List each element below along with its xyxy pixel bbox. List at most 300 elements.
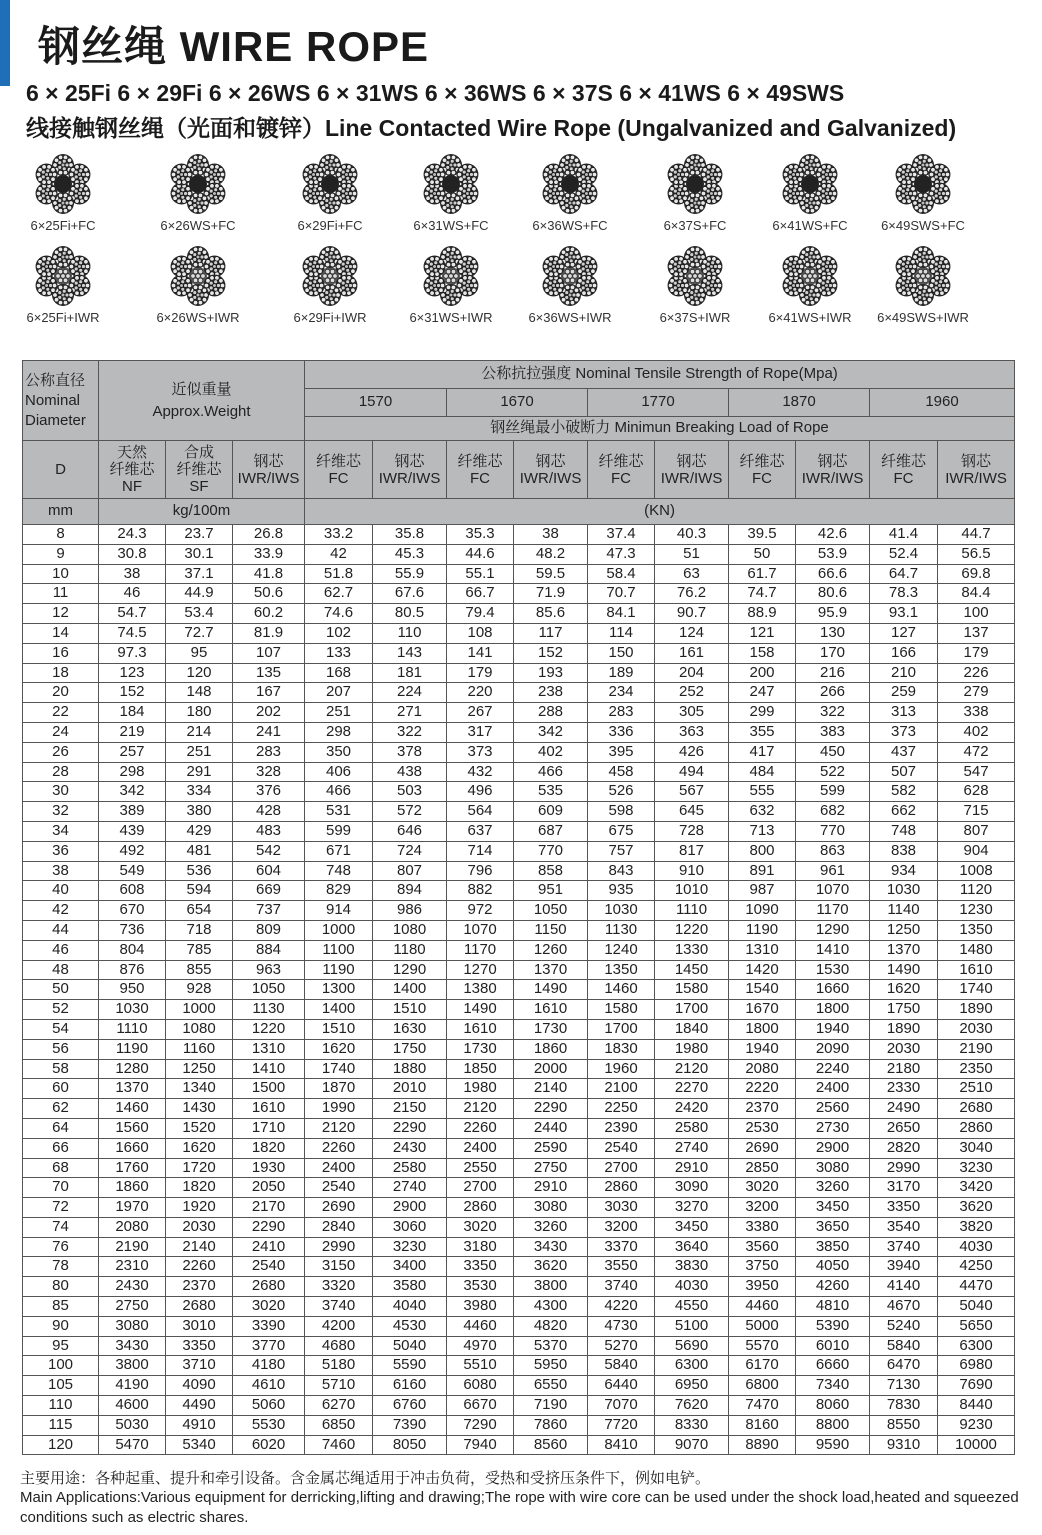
- value-cell: 120: [166, 663, 233, 683]
- value-cell: 8890: [729, 1435, 796, 1455]
- table-row: [23, 1019, 1015, 1039]
- value-cell: 3710: [166, 1356, 233, 1376]
- value-cell: 166: [870, 643, 938, 663]
- value-cell: 44.7: [938, 525, 1015, 545]
- value-cell: 2990: [305, 1237, 373, 1257]
- value-cell: 216: [796, 663, 870, 683]
- rope-cross-section-fc: [755, 152, 865, 233]
- value-cell: 102: [305, 623, 373, 643]
- value-cell: 41.8: [233, 564, 305, 584]
- value-cell: 2400: [305, 1158, 373, 1178]
- rope-cross-section-fc: [640, 152, 750, 233]
- value-cell: 1500: [233, 1079, 305, 1099]
- value-cell: 437: [870, 742, 938, 762]
- value-cell: 1720: [166, 1158, 233, 1178]
- diameter-cell: 18: [23, 663, 99, 683]
- value-cell: 961: [796, 861, 870, 881]
- value-cell: 6300: [938, 1336, 1015, 1356]
- rope-section-icon: [891, 244, 955, 308]
- diameter-cell: 80: [23, 1277, 99, 1297]
- value-cell: 3350: [870, 1198, 938, 1218]
- value-cell: 3940: [870, 1257, 938, 1277]
- rope-cross-section-iwr: [8, 244, 118, 325]
- value-cell: 350: [305, 742, 373, 762]
- diameter-cell: 72: [23, 1198, 99, 1218]
- value-cell: 51: [655, 544, 729, 564]
- value-cell: 935: [588, 881, 655, 901]
- value-cell: 494: [655, 762, 729, 782]
- value-cell: 5040: [373, 1336, 447, 1356]
- value-cell: 3580: [373, 1277, 447, 1297]
- value-cell: 54.7: [99, 604, 166, 624]
- value-cell: 472: [938, 742, 1015, 762]
- value-cell: 193: [514, 663, 588, 683]
- diameter-cell: 42: [23, 901, 99, 921]
- value-cell: 1460: [99, 1099, 166, 1119]
- diameter-cell: 58: [23, 1059, 99, 1079]
- table-row: [23, 1079, 1015, 1099]
- value-cell: 170: [796, 643, 870, 663]
- diameter-cell: 78: [23, 1257, 99, 1277]
- rope-section-icon: [538, 152, 602, 216]
- value-cell: 2290: [373, 1118, 447, 1138]
- value-cell: 1610: [233, 1099, 305, 1119]
- header-tensile: 公称抗拉强度 Nominal Tensile Strength of Rope(Mpa): [305, 361, 1015, 389]
- table-row: [23, 1178, 1015, 1198]
- value-cell: 1230: [938, 901, 1015, 921]
- value-cell: 5950: [514, 1356, 588, 1376]
- header-fc: 纤维芯 FC: [305, 441, 373, 499]
- value-cell: 1940: [796, 1019, 870, 1039]
- value-cell: 637: [447, 821, 514, 841]
- value-cell: 682: [796, 802, 870, 822]
- value-cell: 204: [655, 663, 729, 683]
- rope-row-fc: [0, 152, 1042, 236]
- value-cell: 876: [99, 960, 166, 980]
- value-cell: 6980: [938, 1356, 1015, 1376]
- value-cell: 1030: [870, 881, 938, 901]
- value-cell: 4030: [655, 1277, 729, 1297]
- diameter-cell: 90: [23, 1316, 99, 1336]
- value-cell: 809: [233, 920, 305, 940]
- diameter-cell: 36: [23, 841, 99, 861]
- value-cell: 1660: [796, 980, 870, 1000]
- value-cell: 3040: [938, 1138, 1015, 1158]
- value-cell: 59.5: [514, 564, 588, 584]
- spec-table: [22, 360, 1015, 1455]
- value-cell: 1030: [588, 901, 655, 921]
- value-cell: 1580: [588, 1000, 655, 1020]
- table-row: [23, 762, 1015, 782]
- value-cell: 1610: [447, 1019, 514, 1039]
- value-cell: 2750: [514, 1158, 588, 1178]
- value-cell: 2290: [514, 1099, 588, 1119]
- table-row: [23, 1376, 1015, 1396]
- diameter-cell: 20: [23, 683, 99, 703]
- value-cell: 2730: [796, 1118, 870, 1138]
- table-row: [23, 841, 1015, 861]
- value-cell: 30.8: [99, 544, 166, 564]
- value-cell: 3420: [938, 1178, 1015, 1198]
- value-cell: 2910: [655, 1158, 729, 1178]
- value-cell: 3350: [166, 1336, 233, 1356]
- value-cell: 38: [514, 525, 588, 545]
- rope-cross-section-fc: [8, 152, 118, 233]
- value-cell: 807: [373, 861, 447, 881]
- table-row: [23, 1158, 1015, 1178]
- value-cell: 5270: [588, 1336, 655, 1356]
- value-cell: 50.6: [233, 584, 305, 604]
- rope-cross-section-iwr: [515, 244, 625, 325]
- value-cell: 56.5: [938, 544, 1015, 564]
- value-cell: 4250: [938, 1257, 1015, 1277]
- table-row: [23, 1336, 1015, 1356]
- value-cell: 858: [514, 861, 588, 881]
- value-cell: 24.3: [99, 525, 166, 545]
- value-cell: 363: [655, 722, 729, 742]
- value-cell: 1240: [588, 940, 655, 960]
- value-cell: 914: [305, 901, 373, 921]
- value-cell: 70.7: [588, 584, 655, 604]
- value-cell: 3080: [514, 1198, 588, 1218]
- rope-section-icon: [298, 244, 362, 308]
- value-cell: 675: [588, 821, 655, 841]
- value-cell: 305: [655, 703, 729, 723]
- table-row: [23, 544, 1015, 564]
- value-cell: 3650: [796, 1217, 870, 1237]
- value-cell: 5180: [305, 1356, 373, 1376]
- value-cell: 5840: [588, 1356, 655, 1376]
- value-cell: 33.2: [305, 525, 373, 545]
- value-cell: 2220: [729, 1079, 796, 1099]
- value-cell: 5390: [796, 1316, 870, 1336]
- grade-1870: 1870: [729, 389, 870, 417]
- value-cell: 64.7: [870, 564, 938, 584]
- value-cell: 737: [233, 901, 305, 921]
- value-cell: 1400: [305, 1000, 373, 1020]
- table-row: [23, 1435, 1015, 1455]
- value-cell: 1250: [166, 1059, 233, 1079]
- value-cell: 608: [99, 881, 166, 901]
- value-cell: 855: [166, 960, 233, 980]
- value-cell: 3640: [655, 1237, 729, 1257]
- diameter-cell: 22: [23, 703, 99, 723]
- value-cell: 42: [305, 544, 373, 564]
- value-cell: 37.4: [588, 525, 655, 545]
- header-nf: 天然 纤维芯 NF: [99, 441, 166, 499]
- value-cell: 402: [938, 722, 1015, 742]
- value-cell: 328: [233, 762, 305, 782]
- value-cell: 481: [166, 841, 233, 861]
- table-row: [23, 1039, 1015, 1059]
- value-cell: 71.9: [514, 584, 588, 604]
- value-cell: 252: [655, 683, 729, 703]
- value-cell: 2860: [588, 1178, 655, 1198]
- value-cell: 1560: [99, 1118, 166, 1138]
- value-cell: 1120: [938, 881, 1015, 901]
- value-cell: 1130: [233, 1000, 305, 1020]
- value-cell: 9590: [796, 1435, 870, 1455]
- value-cell: 7470: [729, 1396, 796, 1416]
- value-cell: 181: [373, 663, 447, 683]
- value-cell: 6670: [447, 1396, 514, 1416]
- table-row: [23, 980, 1015, 1000]
- value-cell: 594: [166, 881, 233, 901]
- value-cell: 61.7: [729, 564, 796, 584]
- value-cell: 33.9: [233, 544, 305, 564]
- value-cell: 714: [447, 841, 514, 861]
- value-cell: 542: [233, 841, 305, 861]
- value-cell: 3750: [729, 1257, 796, 1277]
- value-cell: 45.3: [373, 544, 447, 564]
- value-cell: 234: [588, 683, 655, 703]
- value-cell: 3260: [514, 1217, 588, 1237]
- table-row: [23, 722, 1015, 742]
- value-cell: 536: [166, 861, 233, 881]
- value-cell: 288: [514, 703, 588, 723]
- value-cell: 93.1: [870, 604, 938, 624]
- rope-section-icon: [778, 152, 842, 216]
- value-cell: 241: [233, 722, 305, 742]
- value-cell: 1540: [729, 980, 796, 1000]
- rope-cross-section-iwr: [396, 244, 506, 325]
- rope-cross-section-iwr: [755, 244, 865, 325]
- value-cell: 3550: [588, 1257, 655, 1277]
- value-cell: 882: [447, 881, 514, 901]
- value-cell: 484: [729, 762, 796, 782]
- value-cell: 117: [514, 623, 588, 643]
- value-cell: 2250: [588, 1099, 655, 1119]
- value-cell: 2740: [373, 1178, 447, 1198]
- value-cell: 42.6: [796, 525, 870, 545]
- value-cell: 507: [870, 762, 938, 782]
- value-cell: 817: [655, 841, 729, 861]
- value-cell: 40.3: [655, 525, 729, 545]
- value-cell: 1820: [166, 1178, 233, 1198]
- value-cell: 3230: [373, 1237, 447, 1257]
- value-cell: 4460: [729, 1297, 796, 1317]
- value-cell: 1750: [870, 1000, 938, 1020]
- value-cell: 496: [447, 782, 514, 802]
- value-cell: 2270: [655, 1079, 729, 1099]
- rope-section-icon: [663, 244, 727, 308]
- value-cell: 466: [514, 762, 588, 782]
- value-cell: 1830: [588, 1039, 655, 1059]
- value-cell: 3030: [588, 1198, 655, 1218]
- applications-note-en: Main Applications:Various equipment for derricking,lifting and drawing;The rope with wire core can be used under the shock load,heated and squeezed conditions such as electric shares.: [20, 1489, 1019, 1526]
- rope-label: 6×31WS+IWR: [409, 310, 493, 325]
- value-cell: 5030: [99, 1415, 166, 1435]
- value-cell: 770: [796, 821, 870, 841]
- table-row: [23, 960, 1015, 980]
- value-cell: 1970: [99, 1198, 166, 1218]
- value-cell: 10000: [938, 1435, 1015, 1455]
- page-title: 钢丝绳 WIRE ROPE: [38, 23, 430, 70]
- value-cell: 8330: [655, 1415, 729, 1435]
- value-cell: 81.9: [233, 623, 305, 643]
- value-cell: 373: [447, 742, 514, 762]
- value-cell: 168: [305, 663, 373, 683]
- value-cell: 4490: [166, 1396, 233, 1416]
- value-cell: 3270: [655, 1198, 729, 1218]
- value-cell: 4530: [373, 1316, 447, 1336]
- value-cell: 2840: [305, 1217, 373, 1237]
- value-cell: 1090: [729, 901, 796, 921]
- header-iwr: 钢芯 IWR/IWS: [655, 441, 729, 499]
- value-cell: 3820: [938, 1217, 1015, 1237]
- value-cell: 52.4: [870, 544, 938, 564]
- value-cell: 38: [99, 564, 166, 584]
- rope-label: 6×36WS+IWR: [528, 310, 612, 325]
- diameter-cell: 95: [23, 1336, 99, 1356]
- value-cell: 1530: [796, 960, 870, 980]
- value-cell: 728: [655, 821, 729, 841]
- value-cell: 26.8: [233, 525, 305, 545]
- value-cell: 1220: [233, 1019, 305, 1039]
- value-cell: 342: [514, 722, 588, 742]
- value-cell: 428: [233, 802, 305, 822]
- rope-row-iwr: [0, 244, 1042, 328]
- value-cell: 4050: [796, 1257, 870, 1277]
- value-cell: 1740: [938, 980, 1015, 1000]
- header-fc: 纤维芯 FC: [870, 441, 938, 499]
- diameter-cell: 9: [23, 544, 99, 564]
- value-cell: 3450: [796, 1198, 870, 1218]
- value-cell: 3740: [305, 1297, 373, 1317]
- value-cell: 800: [729, 841, 796, 861]
- value-cell: 632: [729, 802, 796, 822]
- value-cell: 2260: [447, 1118, 514, 1138]
- value-cell: 141: [447, 643, 514, 663]
- rope-cross-section-iwr: [640, 244, 750, 325]
- value-cell: 1490: [514, 980, 588, 1000]
- value-cell: 107: [233, 643, 305, 663]
- table-row: [23, 1099, 1015, 1119]
- value-cell: 4200: [305, 1316, 373, 1336]
- value-cell: 1510: [373, 1000, 447, 1020]
- diameter-cell: 54: [23, 1019, 99, 1039]
- value-cell: 748: [870, 821, 938, 841]
- value-cell: 1450: [655, 960, 729, 980]
- value-cell: 2430: [373, 1138, 447, 1158]
- rope-label: 6×25Fi+IWR: [26, 310, 100, 325]
- value-cell: 8800: [796, 1415, 870, 1435]
- value-cell: 53.4: [166, 604, 233, 624]
- value-cell: 4820: [514, 1316, 588, 1336]
- value-cell: 1070: [796, 881, 870, 901]
- value-cell: 2910: [514, 1178, 588, 1198]
- rope-label: 6×49SWS+FC: [881, 218, 965, 233]
- value-cell: 4190: [99, 1376, 166, 1396]
- value-cell: 1080: [373, 920, 447, 940]
- value-cell: 3020: [233, 1297, 305, 1317]
- value-cell: 796: [447, 861, 514, 881]
- value-cell: 2030: [938, 1019, 1015, 1039]
- value-cell: 79.4: [447, 604, 514, 624]
- value-cell: 9310: [870, 1435, 938, 1455]
- value-cell: 3020: [729, 1178, 796, 1198]
- value-cell: 646: [373, 821, 447, 841]
- value-cell: 7460: [305, 1435, 373, 1455]
- value-cell: 3010: [166, 1316, 233, 1336]
- table-row: [23, 663, 1015, 683]
- value-cell: 1310: [233, 1039, 305, 1059]
- grade-1670: 1670: [447, 389, 588, 417]
- value-cell: 179: [938, 643, 1015, 663]
- table-row: [23, 643, 1015, 663]
- value-cell: 1100: [305, 940, 373, 960]
- value-cell: 220: [447, 683, 514, 703]
- value-cell: 1380: [447, 980, 514, 1000]
- value-cell: 2860: [447, 1198, 514, 1218]
- value-cell: 247: [729, 683, 796, 703]
- value-cell: 2030: [870, 1039, 938, 1059]
- value-cell: 3620: [514, 1257, 588, 1277]
- rope-cross-section-fc: [396, 152, 506, 233]
- value-cell: 167: [233, 683, 305, 703]
- value-cell: 251: [166, 742, 233, 762]
- value-cell: 757: [588, 841, 655, 861]
- value-cell: 466: [305, 782, 373, 802]
- value-cell: 224: [373, 683, 447, 703]
- header-fc: 纤维芯 FC: [447, 441, 514, 499]
- value-cell: 2010: [373, 1079, 447, 1099]
- rope-label: 6×37S+FC: [663, 218, 727, 233]
- value-cell: 1520: [166, 1118, 233, 1138]
- value-cell: 2330: [870, 1079, 938, 1099]
- value-cell: 972: [447, 901, 514, 921]
- value-cell: 84.1: [588, 604, 655, 624]
- value-cell: 1710: [233, 1118, 305, 1138]
- value-cell: 492: [99, 841, 166, 861]
- value-cell: 44.6: [447, 544, 514, 564]
- value-cell: 219: [99, 722, 166, 742]
- value-cell: 1750: [373, 1039, 447, 1059]
- value-cell: 51.8: [305, 564, 373, 584]
- value-cell: 3150: [305, 1257, 373, 1277]
- value-cell: 7620: [655, 1396, 729, 1416]
- value-cell: 3180: [447, 1237, 514, 1257]
- value-cell: 1340: [166, 1079, 233, 1099]
- value-cell: 549: [99, 861, 166, 881]
- rope-label: 6×37S+IWR: [659, 310, 731, 325]
- value-cell: 1490: [447, 1000, 514, 1020]
- value-cell: 1150: [514, 920, 588, 940]
- value-cell: 5470: [99, 1435, 166, 1455]
- value-cell: 2050: [233, 1178, 305, 1198]
- value-cell: 322: [373, 722, 447, 742]
- value-cell: 189: [588, 663, 655, 683]
- value-cell: 7290: [447, 1415, 514, 1435]
- diameter-cell: 74: [23, 1217, 99, 1237]
- value-cell: 1860: [514, 1039, 588, 1059]
- value-cell: 3560: [729, 1237, 796, 1257]
- value-cell: 3740: [588, 1277, 655, 1297]
- value-cell: 986: [373, 901, 447, 921]
- value-cell: 2240: [796, 1059, 870, 1079]
- value-cell: 1420: [729, 960, 796, 980]
- value-cell: 1510: [305, 1019, 373, 1039]
- value-cell: 2900: [373, 1198, 447, 1218]
- value-cell: 148: [166, 683, 233, 703]
- value-cell: 450: [796, 742, 870, 762]
- value-cell: 152: [514, 643, 588, 663]
- value-cell: 7860: [514, 1415, 588, 1435]
- header-diameter: 公称直径 Nominal Diameter: [23, 361, 99, 441]
- value-cell: 7830: [870, 1396, 938, 1416]
- value-cell: 6170: [729, 1356, 796, 1376]
- value-cell: 4300: [514, 1297, 588, 1317]
